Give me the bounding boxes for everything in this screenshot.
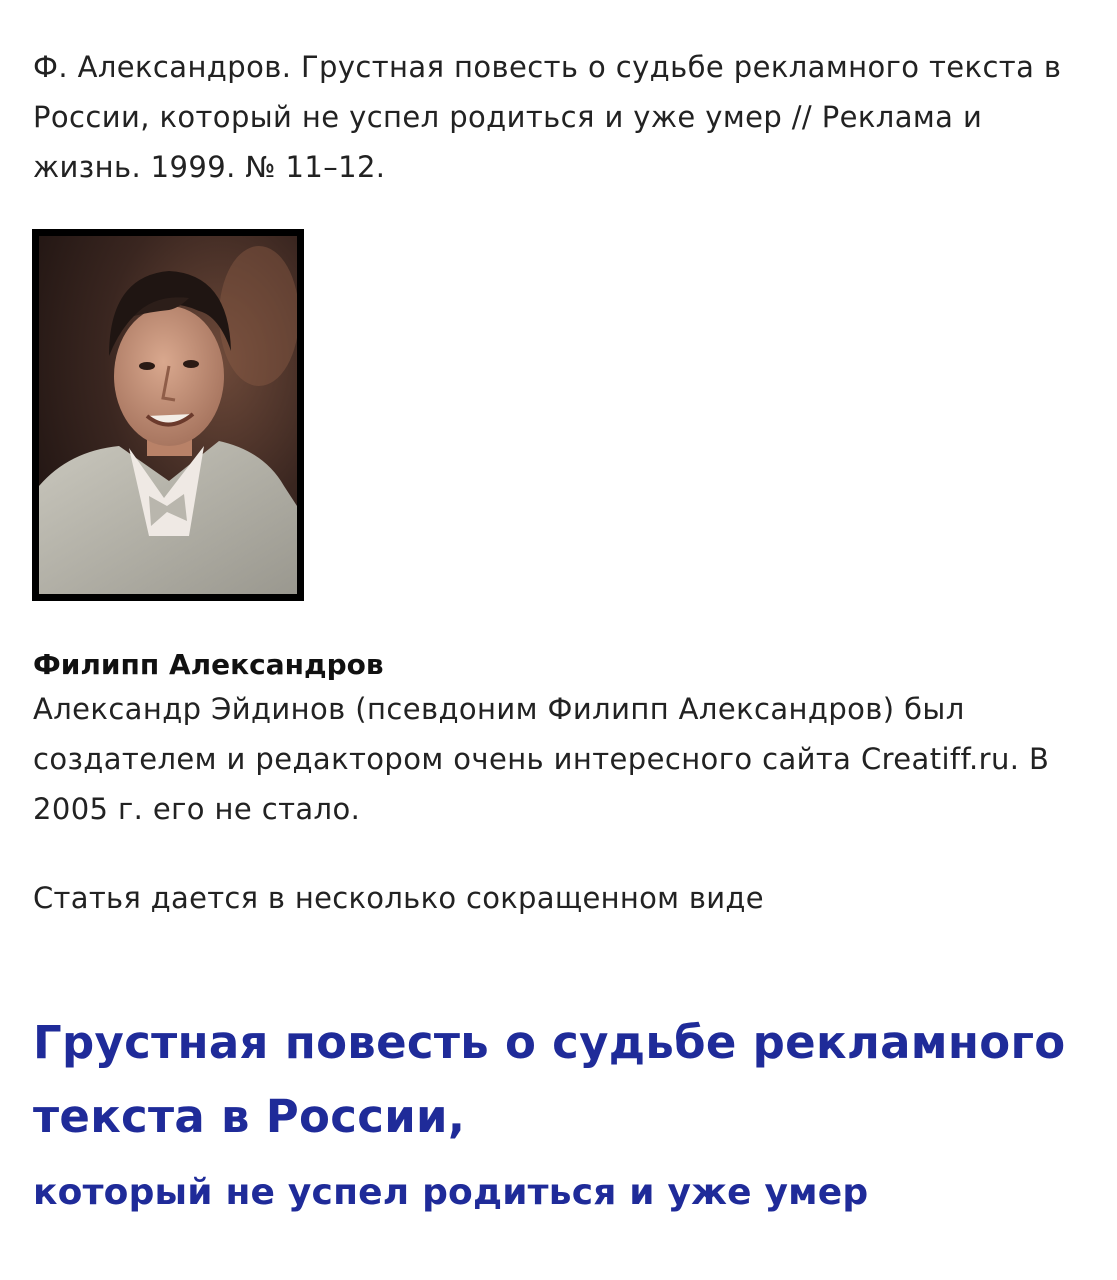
author-photo — [32, 229, 304, 601]
author-name: Филипп Александров — [33, 648, 384, 681]
author-photo-image — [39, 236, 297, 594]
citation: Ф. Александров. Грустная повесть о судьбе рекламного текста в России, который не успел родиться и уже умер // Реклама и жизнь. 1999. № 11–12. — [33, 50, 1062, 184]
article-title: Грустная повесть о судьбе рекламного текста в России, — [33, 1016, 1066, 1143]
author-bio: Александр Эйдинов (псевдоним Филипп Александров) был создателем и редактором очень интересного сайта Creatiff.ru. В 2005 г. его не стало. — [33, 692, 1050, 826]
abridged-note: Статья дается в несколько сокращенном виде — [33, 881, 764, 915]
article-subtitle: который не успел родиться и уже умер — [33, 1172, 869, 1213]
